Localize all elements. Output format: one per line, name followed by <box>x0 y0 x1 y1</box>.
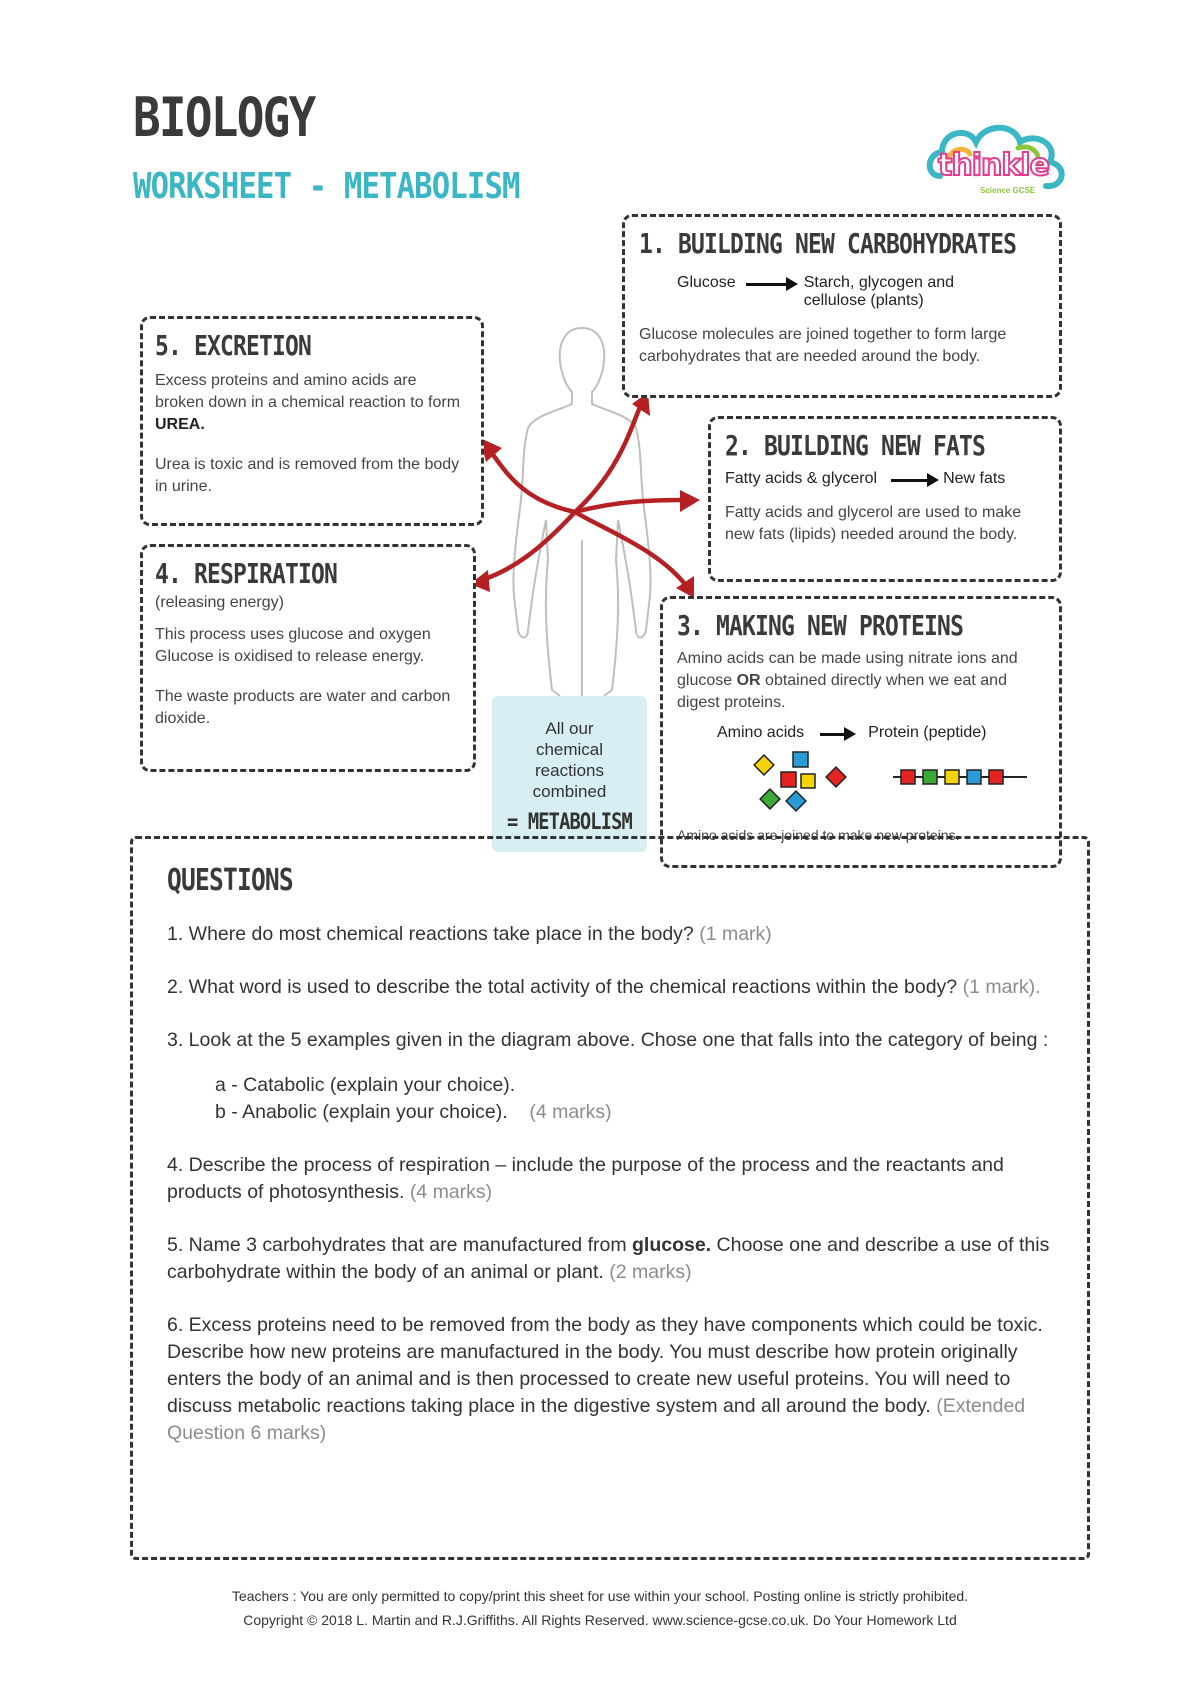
excretion-heading: 5. EXCRETION <box>155 329 312 362</box>
question-4-marks: (4 marks) <box>409 1181 493 1203</box>
carbohydrates-box <box>622 214 1062 398</box>
logo-tagline: Science GCSE <box>980 186 1036 195</box>
metabolism-label: = METABOLISM <box>507 810 632 835</box>
question-3-text: 3. Look at the 5 examples given in the diagram above. Chose one that falls into the category of being : <box>167 1029 1049 1051</box>
excretion-urea: Urea is toxic and is removed from the body in urine. <box>155 456 460 495</box>
question-5-glucose: glucose. <box>631 1234 712 1256</box>
logo-wordmark: thinkle <box>938 148 1049 183</box>
question-6 <box>167 1312 1073 1447</box>
metabolism-box <box>492 696 647 852</box>
proteins-desc-or: OR <box>736 672 761 689</box>
amino-acid-red <box>781 772 796 787</box>
question-6-marks: (Extended Question 6 marks) <box>167 1395 1026 1444</box>
question-1-text: 1. Where do most chemical reactions take place in the body? <box>167 923 694 945</box>
excretion-desc-part: Excess proteins and amino acids are broken down in a chemical reaction to form <box>155 372 461 411</box>
carbohydrates-heading: 1. BUILDING NEW CARBOHYDRATES <box>639 227 1017 260</box>
footer-teachers-notice: Teachers : You are only permitted to copy/print this sheet for use within your school. Posting online is strictly prohibited. <box>231 1588 969 1604</box>
question-5 <box>167 1232 1073 1286</box>
question-4 <box>167 1152 1073 1206</box>
question-2-marks: (1 mark). <box>962 976 1041 998</box>
reaction-arrows <box>482 402 688 588</box>
amino-acid-yellow <box>801 774 815 788</box>
question-3b-text: b - Anabolic (explain your choice). <box>215 1101 508 1123</box>
question-2-text: 2. What word is used to describe the total activity of the chemical reactions within the body? <box>167 976 958 998</box>
respiration-subheading: (releasing energy) <box>155 594 284 611</box>
respiration-waste: The waste products are water and carbon dioxide. <box>155 688 451 727</box>
question-5-text-end: Choose one and describe a use of this carbohydrate within the body of an animal or plant. <box>167 1234 1050 1283</box>
fats-description: Fatty acids and glycerol are used to make new fats (lipids) needed around the body. <box>725 504 1022 543</box>
proteins-desc-part: obtained directly when we eat and digest proteins. <box>677 672 1007 711</box>
carbohydrates-reactant: Glucose <box>677 274 736 291</box>
amino-acid-diagram <box>677 746 1047 816</box>
question-3 <box>167 1027 1073 1054</box>
question-2 <box>167 974 1073 1001</box>
question-1 <box>167 921 1073 948</box>
right-arrow-icon <box>746 283 794 286</box>
questions-heading: QUESTIONS <box>167 863 293 898</box>
page-title: BIOLOGY <box>133 86 315 149</box>
fats-product: New fats <box>943 470 1006 487</box>
proteins-desc-part: Amino acids can be made using nitrate ions and glucose <box>677 650 1018 689</box>
amino-acid-blue <box>786 791 806 811</box>
respiration-box <box>140 544 476 772</box>
proteins-box <box>660 596 1062 868</box>
questions-section <box>130 836 1090 1560</box>
respiration-heading: 4. RESPIRATION <box>155 557 338 590</box>
amino-acid-red <box>826 767 846 787</box>
proteins-reactant: Amino acids <box>717 724 805 741</box>
carbohydrates-product: Starch, glycogen and cellulose (plants) <box>803 274 955 309</box>
fats-equation <box>725 470 1045 488</box>
question-3-marks: (4 marks) <box>529 1101 612 1123</box>
footer-copyright: Copyright © 2018 L. Martin and R.J.Griffiths. All Rights Reserved. www.science-gcse.co.uk. Do Your Homework Ltd <box>243 1612 957 1628</box>
question-4-text: 4. Describe the process of respiration – include the purpose of the process and the reactants and products of photosynthesis. <box>167 1154 1004 1203</box>
questions-list <box>167 921 1073 1473</box>
proteins-equation <box>717 724 1045 742</box>
fats-reactant: Fatty acids & glycerol <box>725 470 878 487</box>
right-arrow-icon <box>820 733 852 736</box>
question-3-parts <box>167 1072 1073 1126</box>
right-arrow-icon <box>891 479 935 482</box>
respiration-description: This process uses glucose and oxygen Glucose is oxidised to release energy. <box>155 626 431 665</box>
carbohydrates-description: Glucose molecules are joined together to form large carbohydrates that are needed around the body. <box>639 326 1007 365</box>
question-1-marks: (1 mark) <box>699 923 772 945</box>
amino-acid-green <box>760 789 780 809</box>
fats-heading: 2. BUILDING NEW FATS <box>725 429 986 462</box>
question-3a-text: a - Catabolic (explain your choice). <box>215 1074 516 1096</box>
question-5-marks: (2 marks) <box>609 1261 692 1283</box>
proteins-product: Protein (peptide) <box>868 724 987 741</box>
amino-acid-shapes <box>754 752 846 811</box>
page-subtitle: WORKSHEET - METABOLISM <box>133 166 520 207</box>
fats-box <box>708 416 1062 582</box>
proteins-caption: Amino acids are joined to make new proteins. <box>677 827 960 843</box>
question-5-text: 5. Name 3 carbohydrates that are manufactured from <box>167 1234 632 1256</box>
proteins-description <box>677 648 1045 714</box>
amino-acid-yellow <box>754 755 774 775</box>
excretion-description <box>155 370 469 436</box>
urea-term: UREA. <box>155 416 205 433</box>
metabolism-description: All our chemical reactions combined <box>532 719 607 801</box>
excretion-box <box>140 316 484 526</box>
amino-acid-blue <box>793 752 808 767</box>
proteins-heading: 3. MAKING NEW PROTEINS <box>677 609 964 642</box>
question-6-text: 6. Excess proteins need to be removed from the body as they have components which could be toxic. Describe how new proteins are manufactured in the body. You must describe how protein originally enters the body of an animal and is then processed to create new useful proteins. You will need to discuss metabolic reactions taking place in the digestive system and all around the body. <box>167 1314 1043 1417</box>
carbohydrates-equation <box>677 274 1045 310</box>
peptide-chain <box>893 770 1027 784</box>
